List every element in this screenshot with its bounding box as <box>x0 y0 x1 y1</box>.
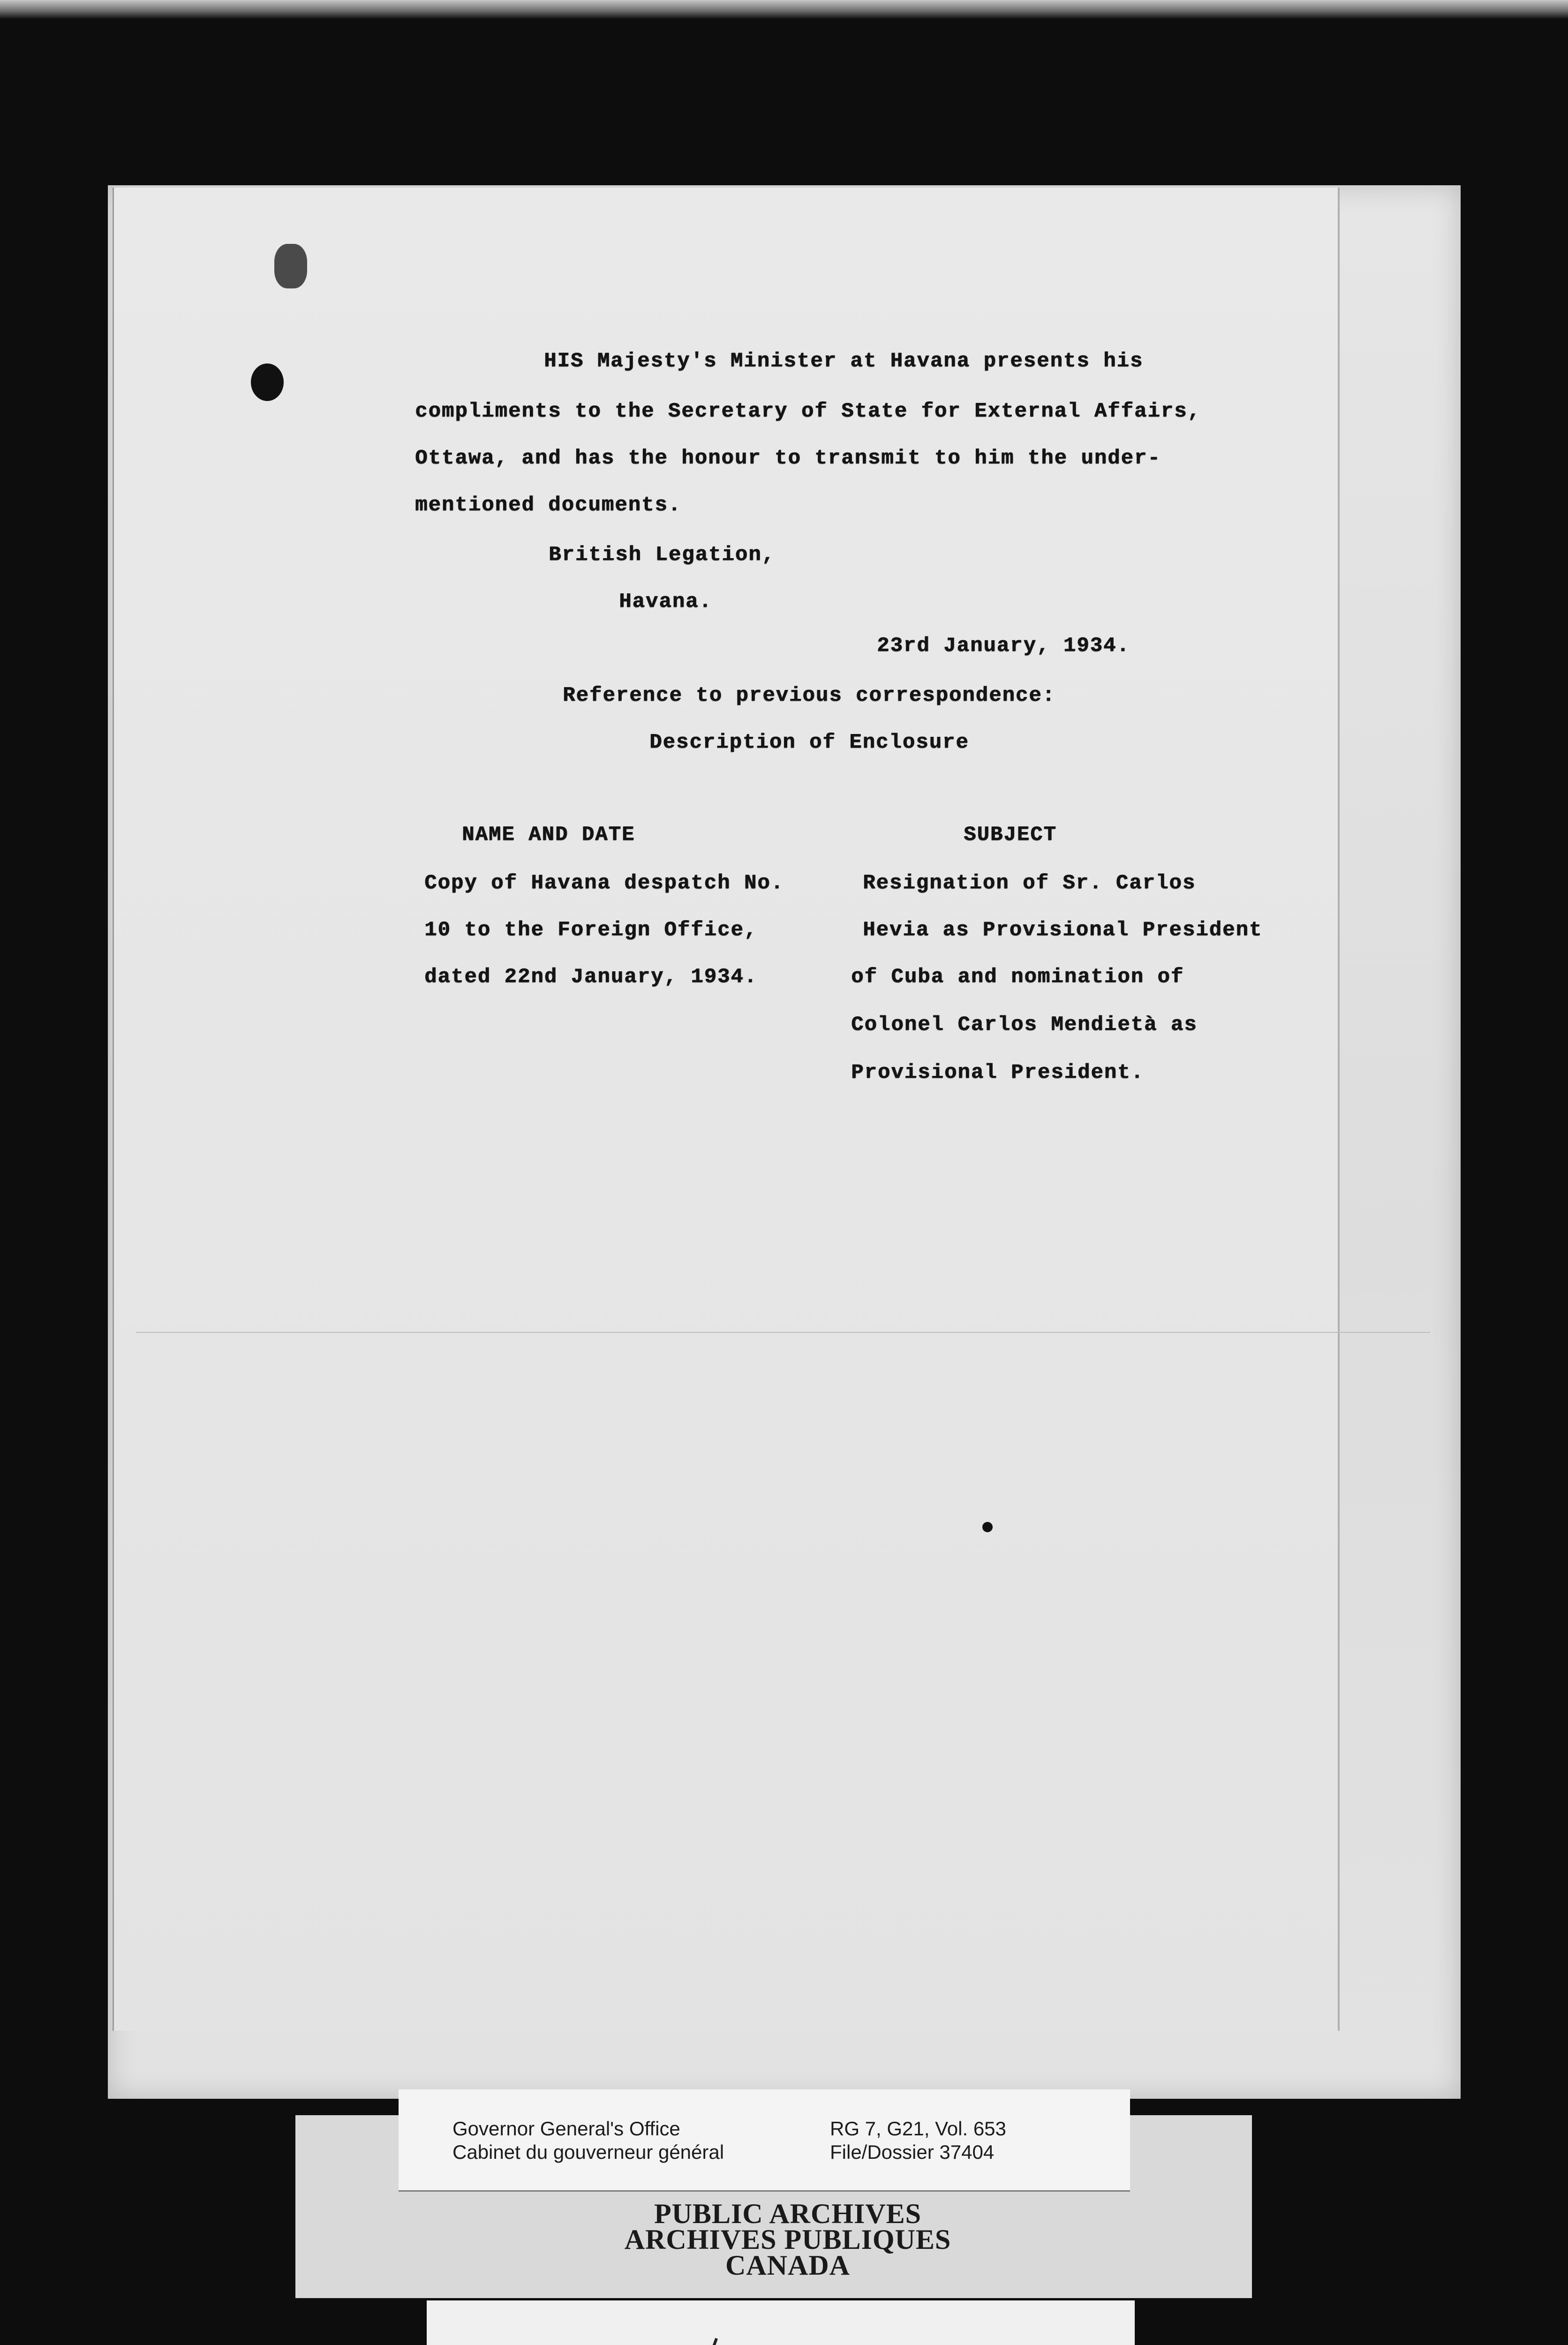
office-french: Cabinet du gouverneur général <box>452 2141 724 2163</box>
opening-line-3: Ottawa, and has the honour to transmit to him the under- <box>415 446 1161 470</box>
table-header-subject: SUBJECT <box>964 823 1057 847</box>
opening-line-4: mentioned documents. <box>415 493 682 517</box>
table-col1-line: Copy of Havana despatch No. <box>424 871 784 895</box>
label-footer-strip <box>427 2300 1135 2345</box>
opening-line-1: HIS Majesty's Minister at Havana presents his <box>544 349 1144 373</box>
stamp-public-archives: PUBLIC ARCHIVES <box>654 2198 922 2229</box>
table-col2-line: Hevia as Provisional President <box>863 918 1263 942</box>
archive-label-card <box>399 2089 1130 2192</box>
opening-line-2: compliments to the Secretary of State for External Affairs, <box>415 400 1201 423</box>
file-number: File/Dossier 37404 <box>830 2141 995 2163</box>
page-fold-line <box>136 1332 1430 1333</box>
hole-punch-mark <box>251 363 284 401</box>
table-col2-line: Resignation of Sr. Carlos <box>863 871 1196 895</box>
reference-line: Reference to previous correspondence: <box>563 684 1055 707</box>
city-line: Havana. <box>619 590 712 613</box>
table-col1-line: 10 to the Foreign Office, <box>424 918 758 942</box>
date-line: 23rd January, 1934. <box>877 634 1130 658</box>
ink-smudge <box>274 244 307 288</box>
stamp-canada: CANADA <box>725 2250 850 2281</box>
table-header-name-date: NAME AND DATE <box>462 823 635 847</box>
office-english: Governor General's Office <box>452 2118 680 2140</box>
stamp-archives-publiques: ARCHIVES PUBLIQUES <box>624 2224 951 2255</box>
enclosure-heading: Description of Enclosure <box>649 731 969 754</box>
record-group-reference: RG 7, G21, Vol. 653 <box>830 2118 1006 2140</box>
table-col1-line: dated 22nd January, 1934. <box>424 965 758 989</box>
table-col2-line: of Cuba and nomination of <box>851 965 1184 989</box>
legation-line: British Legation, <box>549 543 775 567</box>
ink-spot <box>982 1522 993 1532</box>
table-col2-line: Colonel Carlos Mendietà as <box>851 1013 1198 1036</box>
table-col2-line: Provisional President. <box>851 1061 1144 1084</box>
scan-top-strip <box>0 0 1568 19</box>
